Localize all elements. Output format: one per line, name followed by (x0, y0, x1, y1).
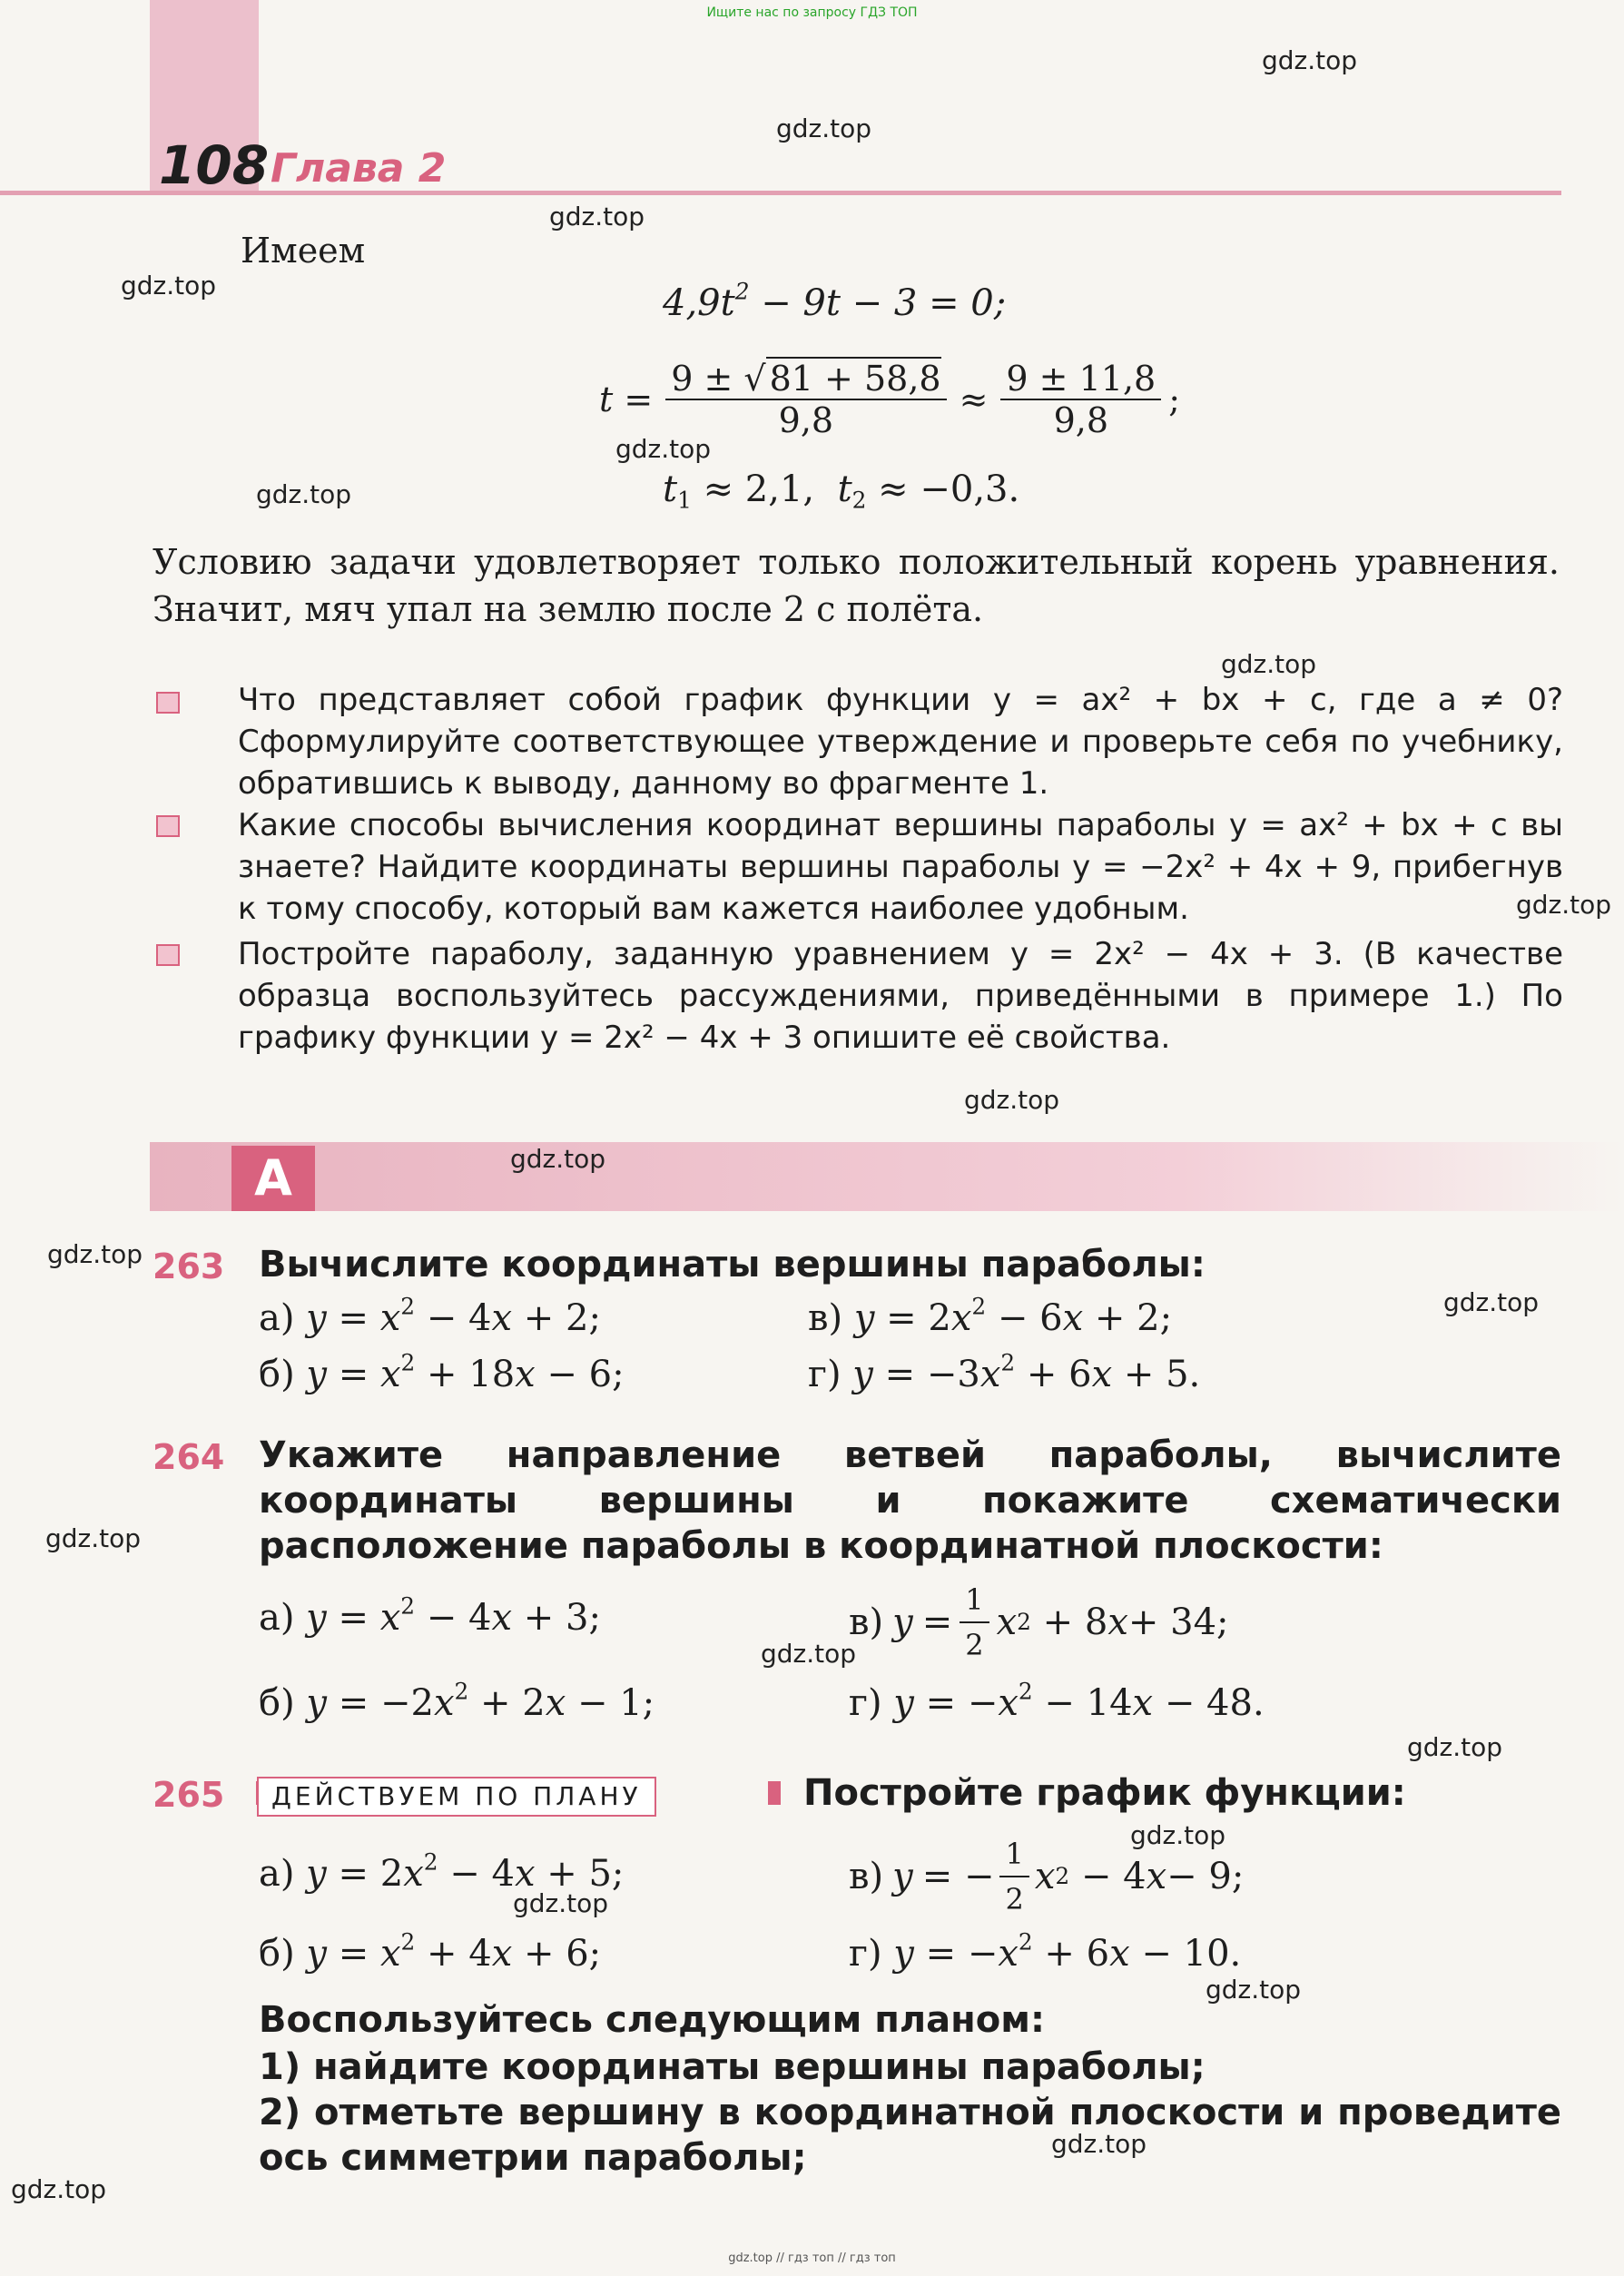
question-bullet (156, 944, 180, 966)
exercise-item: б) $y = x^2 + 18x - 6$; (259, 1349, 625, 1395)
page-number: 108 (159, 134, 270, 196)
frac1-num-sqrt: 81 + 58,8 (766, 357, 941, 399)
frac1-num-a: 9 ± (671, 359, 733, 399)
question-bullet (156, 815, 180, 837)
watermark: gdz.top (47, 1239, 143, 1269)
section-band (150, 1142, 1624, 1211)
t-lhs: t = (599, 379, 654, 419)
watermark: gdz.top (1051, 2129, 1147, 2159)
equation-quadratic: $4,9t^2 - 9t - 3 = 0$; (663, 278, 1007, 324)
question-2: Какие способы вычисления координат вершины параболы y = ax² + bx + c вы знаете? Найдите координаты вершины параболы y = −2x² + 4x + 9, прибегнув к тому способу, который вам кажется наиболее удобным. (238, 807, 1563, 927)
plan-step-2: 2) отметьте вершину в координатной плоскости и проведите ось симметрии параболы; (259, 2092, 1561, 2179)
exercise-item: г) $y = -x^2 - 14x - 48$. (849, 1678, 1265, 1724)
watermark: gdz.top (1443, 1287, 1540, 1317)
exercise-item: б) $y = -2x^2 + 2x - 1$; (259, 1678, 655, 1724)
intro-text: Имеем (241, 231, 366, 271)
watermark: gdz.top (11, 2174, 107, 2204)
watermark: gdz.top (1130, 1820, 1226, 1850)
question-1: Что представляет собой график функции y = ax² + bx + c, где a ≠ 0? Сформулируйте соответствующее утверждение и проверьте себя по учебнику, обратившись к выводу, данному во фрагменте 1. (238, 682, 1563, 802)
watermark: gdz.top (1206, 1975, 1302, 2005)
watermark: gdz.top (121, 271, 217, 301)
exercise-item: г) $y = -x^2 + 6x - 10$. (849, 1928, 1242, 1975)
watermark: gdz.top (256, 479, 352, 509)
watermark: gdz.top (510, 1144, 606, 1174)
exercise-number: 264 (153, 1437, 225, 1477)
section-letter: A (231, 1146, 315, 1211)
exercise-item: в) y = $\frac{1}{2}$ x 2 + 8 x + 34; (849, 1578, 1229, 1667)
exercise-item: в) y = − $\frac{1}{2}$ x 2 − 4 x − 9; (849, 1832, 1244, 1921)
watermark: gdz.top (964, 1085, 1060, 1115)
watermark: gdz.top (1407, 1732, 1503, 1762)
watermark: gdz.top (776, 113, 872, 143)
frac1-den: 9,8 (778, 400, 834, 440)
exercise-number: 265 (153, 1775, 225, 1815)
plan-marker-right (768, 1781, 781, 1805)
fraction-numeric (1000, 359, 1161, 440)
exercise-text: Вычислите координаты вершины параболы: (259, 1244, 1206, 1286)
frac2-num: 9 ± 11,8 (1000, 359, 1161, 400)
watermark: gdz.top (1262, 45, 1358, 75)
watermark: gdz.top (1221, 649, 1317, 679)
top-link[interactable]: Ищите нас по запросу ГДЗ ТОП (706, 5, 918, 20)
plan-step-1: 1) найдите координаты вершины параболы; (259, 2046, 1206, 2088)
exercise-item: а) $y = 2x^2 - 4x + 5$; (259, 1848, 625, 1895)
watermark: gdz.top (1516, 890, 1612, 920)
semicolon: ; (1168, 379, 1181, 419)
approx-sign: ≈ (959, 379, 989, 419)
chapter-title: Глава 2 (271, 145, 447, 192)
fraction-sqrt: $\frac{9 \pm √ 81 + 58,8}{9,8}$ (665, 359, 946, 440)
plan-intro: Воспользуйтесь следующим планом: (259, 1999, 1045, 2041)
watermark: gdz.top (513, 1888, 609, 1918)
roots-line: $t_1 \approx 2,1$, $t_2 \approx -0,3$. (663, 468, 1020, 514)
plan-label: ДЕЙСТВУЕМ ПО ПЛАНУ (257, 1777, 656, 1817)
watermark: gdz.top (761, 1639, 857, 1669)
exercise-item: г) $y = -3x^2 + 6x + 5$. (808, 1349, 1201, 1395)
exercise-item: а) $y = x^2 - 4x + 3$; (259, 1592, 601, 1639)
exercise-item: а) $y = x^2 - 4x + 2$; (259, 1293, 601, 1339)
frac2-den: 9,8 (1053, 400, 1109, 440)
conclusion-text: Условию задачи удовлетворяет только положительный корень уравнения. Значит, мяч упал на землю после 2 с полёта. (153, 542, 1560, 629)
exercise-text: Укажите направление ветвей параболы, вычислите координаты вершины и покажите схематически расположение параболы в координатной плоскости: (259, 1434, 1561, 1567)
question-3: Постройте параболу, заданную уравнением y = 2x² − 4x + 3. (В качестве образца воспользуйтесь рассуждениями, приведёнными в примере 1.) По графику функции y = 2x² − 4x + 3 опишите её свойства. (238, 936, 1563, 1056)
watermark: gdz.top (549, 202, 645, 232)
watermark: gdz.top (45, 1523, 142, 1553)
exercise-number: 263 (153, 1246, 225, 1286)
question-bullet (156, 692, 180, 714)
watermark: gdz.top (615, 434, 712, 464)
exercise-text: Постройте график функции: (803, 1772, 1406, 1814)
bottom-link[interactable]: gdz.top // гдз топ // гдз топ (728, 2251, 896, 2265)
exercise-item: в) $y = 2x^2 - 6x + 2$; (808, 1293, 1173, 1339)
exercise-item: б) $y = x^2 + 4x + 6$; (259, 1928, 602, 1975)
